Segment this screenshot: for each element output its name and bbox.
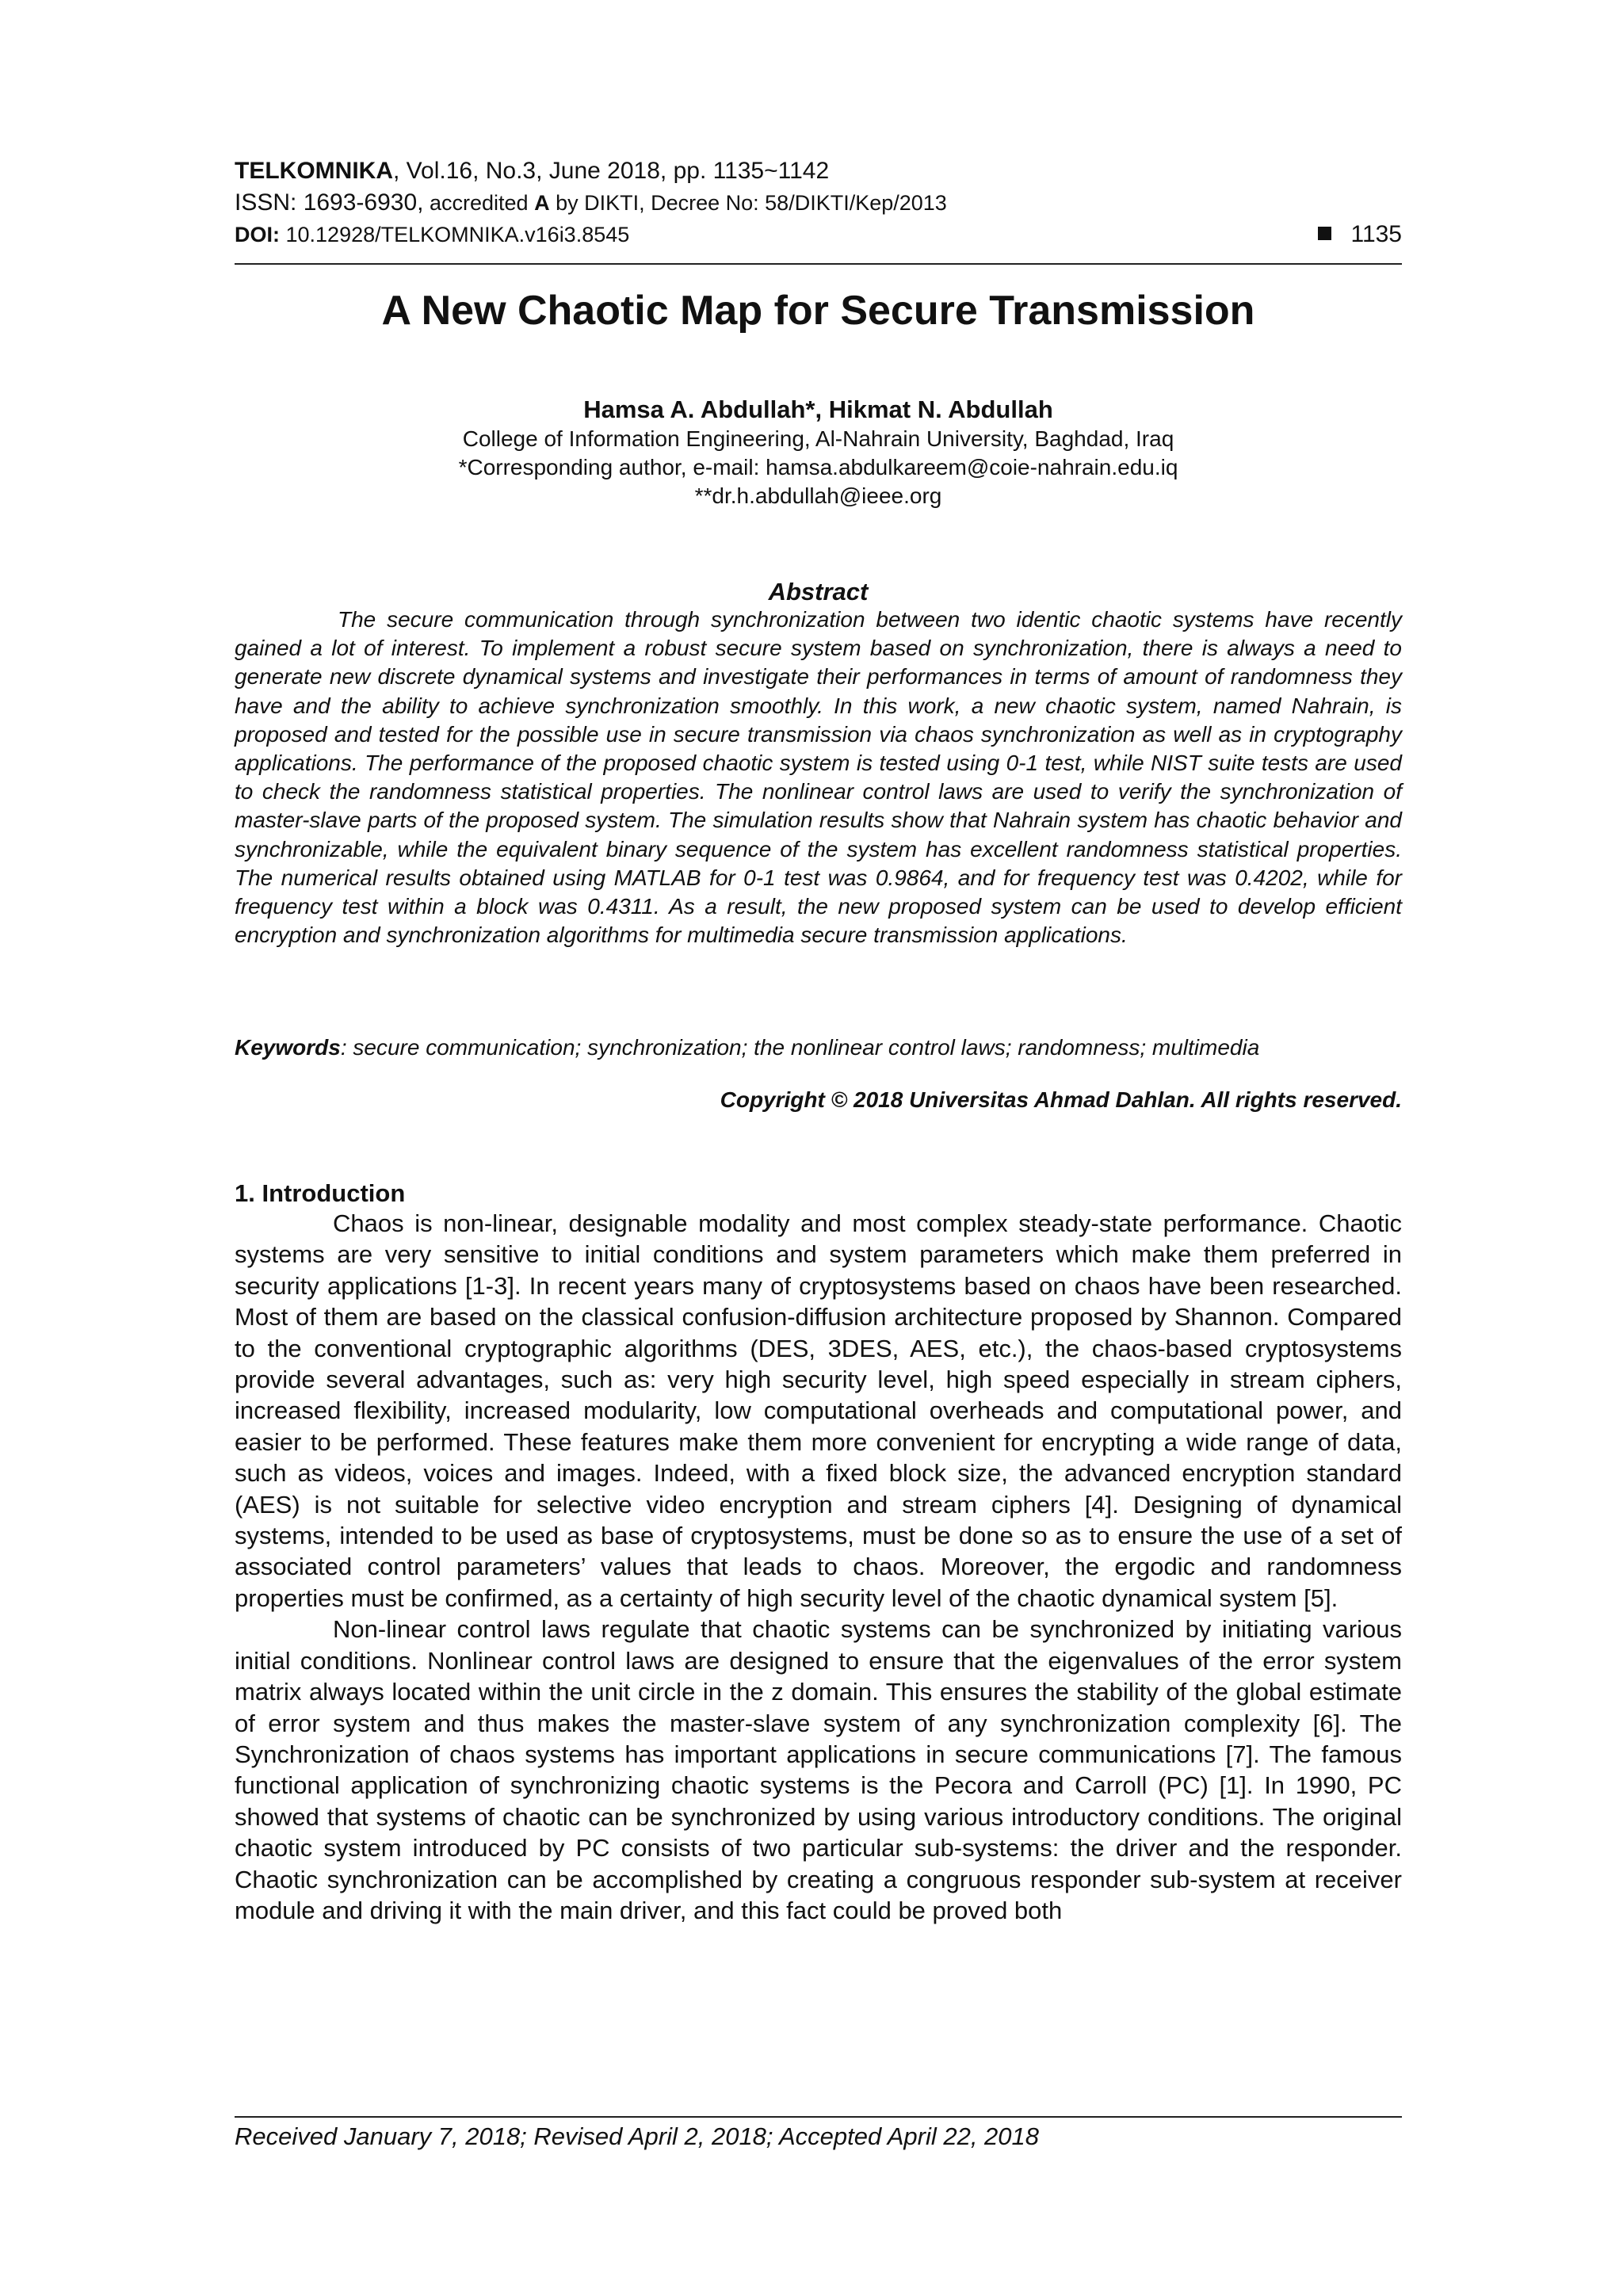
introduction-paragraph-1: Chaos is non-linear, designable modality and most complex steady-state performance. Chaotic systems are very sensitive to initial conditions and system parameters which make them preferred in security applications [1-3]. In recent years many of cryptosystems based on chaos have been researched. Most of them are based on the classical confusion-diffusion architecture proposed by Shannon. Compared to the conventional cryptographic algorithms (DES, 3DES, AES, etc.), the chaos-based cryptosystems provide several advantages, such as: very high security level, high speed especially in stream ciphers, increased flexibility, increased modularity, low computational overheads and computational power, and easier to be performed. These features make them more convenient for encrypting a wide range of data, such as videos, voices and images. Indeed, with a fixed block size, the advanced encryption standard (AES) is not suitable for selective video encryption and stream ciphers [4]. Designing of dynamical systems, intended to be used as base of cryptosystems, must be done so as to ensure the use of a set of associated control parameters’ values that leads to chaos. Moreover, the ergodic and randomness properties must be confirmed, as a certainty of high security level of the chaotic dynamical system [5]. xyxy=(235,1209,1402,1612)
affiliation-college: College of Information Engineering, Al-Nahrain University, Baghdad, Iraq xyxy=(462,426,1174,451)
footer-divider xyxy=(235,2116,1402,2118)
keywords-label: Keywords xyxy=(235,1035,341,1060)
introduction-heading: 1. Introduction xyxy=(235,1179,406,1207)
keywords-text: : secure communication; synchronization; the nonlinear control laws; randomness; multimedia xyxy=(340,1035,1260,1060)
doi-line xyxy=(235,219,1402,250)
doi-label: DOI: xyxy=(235,223,280,246)
square-bullet-icon xyxy=(1318,227,1331,240)
abstract-text: The secure communication through synchronization between two identic chaotic systems have recently gained a lot of interest. To implement a robust secure system based on synchronization, there is always a need to generate new discrete dynamical systems and investigate their performances in terms of amount of randomness they have and the ability to achieve synchronization smoothly. In this work, a new chaotic system, named Nahrain, is proposed and tested for the possible use in secure transmission via chaos synchronization as well as in cryptography applications. The performance of the proposed chaotic system is tested using 0-1 test, while NIST suite tests are used to check the randomness statistical properties. The nonlinear control laws are used to verify the synchronization of master-slave parts of the proposed system. The simulation results show that Nahrain system has chaotic behavior and synchronizable, while the equivalent binary sequence of the system has excellent randomness statistical properties. The numerical results obtained using MATLAB for 0-1 test was 0.9864, and for frequency test was 0.4202, while for frequency test within a block was 0.4311. As a result, the new proposed system can be used to develop efficient encryption and synchronization algorithms for multimedia secure transmission applications. xyxy=(235,607,1402,948)
page-number: 1135 xyxy=(1350,221,1402,247)
issn-line xyxy=(235,187,1402,219)
issn-main: ISSN: 1693-6930, xyxy=(235,189,424,216)
journal-name: TELKOMNIKA xyxy=(235,158,393,184)
journal-citation-line xyxy=(235,155,1402,187)
issn-grade: A xyxy=(534,191,550,215)
second-author-email: **dr.h.abdullah@ieee.org xyxy=(694,483,942,508)
copyright-notice: Copyright © 2018 Universitas Ahmad Dahlan. All rights reserved. xyxy=(720,1087,1402,1112)
introduction-paragraph xyxy=(235,1208,1402,1614)
corresponding-author: *Corresponding author, e-mail: hamsa.abdulkareem@coie-nahrain.edu.iq xyxy=(458,455,1178,479)
journal-header xyxy=(235,155,1402,250)
author-list: Hamsa A. Abdullah*, Hikmat N. Abdullah xyxy=(583,395,1053,423)
doi-value: 10.12928/TELKOMNIKA.v16i3.8545 xyxy=(280,223,630,246)
introduction-paragraph-2: Non-linear control laws regulate that chaotic systems can be synchronized by initiating various initial conditions. Nonlinear control laws are designed to ensure that the eigenvalues of the error system matrix always located within the unit circle in the z domain. This ensures the stability of the global estimate of error system and thus makes the master-slave system of any synchronization complexity [6]. The Synchronization of chaos systems has important applications in secure communications [7]. The famous functional application of synchronizing chaotic systems is the Pecora and Carroll (PC) [1]. In 1990, PC showed that systems of chaotic can be synchronized by using various introductory conditions. The original chaotic system introduced by PC consists of two particular sub-systems: the driver and the responder. Chaotic synchronization can be accomplished by creating a congruous responder sub-system at receiver module and driving it with the main driver, and this fact could be proved both xyxy=(235,1615,1402,1924)
introduction-body xyxy=(235,1208,1402,1926)
issn-rest: by DIKTI, Decree No: 58/DIKTI/Kep/2013 xyxy=(549,191,947,215)
issn-accredited: accredited xyxy=(423,191,535,215)
page-number-block xyxy=(1318,219,1402,250)
header-divider xyxy=(235,263,1402,265)
keywords-line xyxy=(235,1033,1402,1062)
abstract-body xyxy=(235,606,1402,949)
paper-page xyxy=(235,0,1402,2296)
introduction-paragraph xyxy=(235,1614,1402,1926)
affiliation-block xyxy=(235,425,1402,510)
received-dates: Received January 7, 2018; Revised April 2, 2018; Accepted April 22, 2018 xyxy=(235,2122,1040,2150)
abstract-heading: Abstract xyxy=(768,578,869,606)
journal-details: , Vol.16, No.3, June 2018, pp. 1135~1142 xyxy=(392,158,830,184)
paper-title: A New Chaotic Map for Secure Transmission xyxy=(381,288,1255,334)
